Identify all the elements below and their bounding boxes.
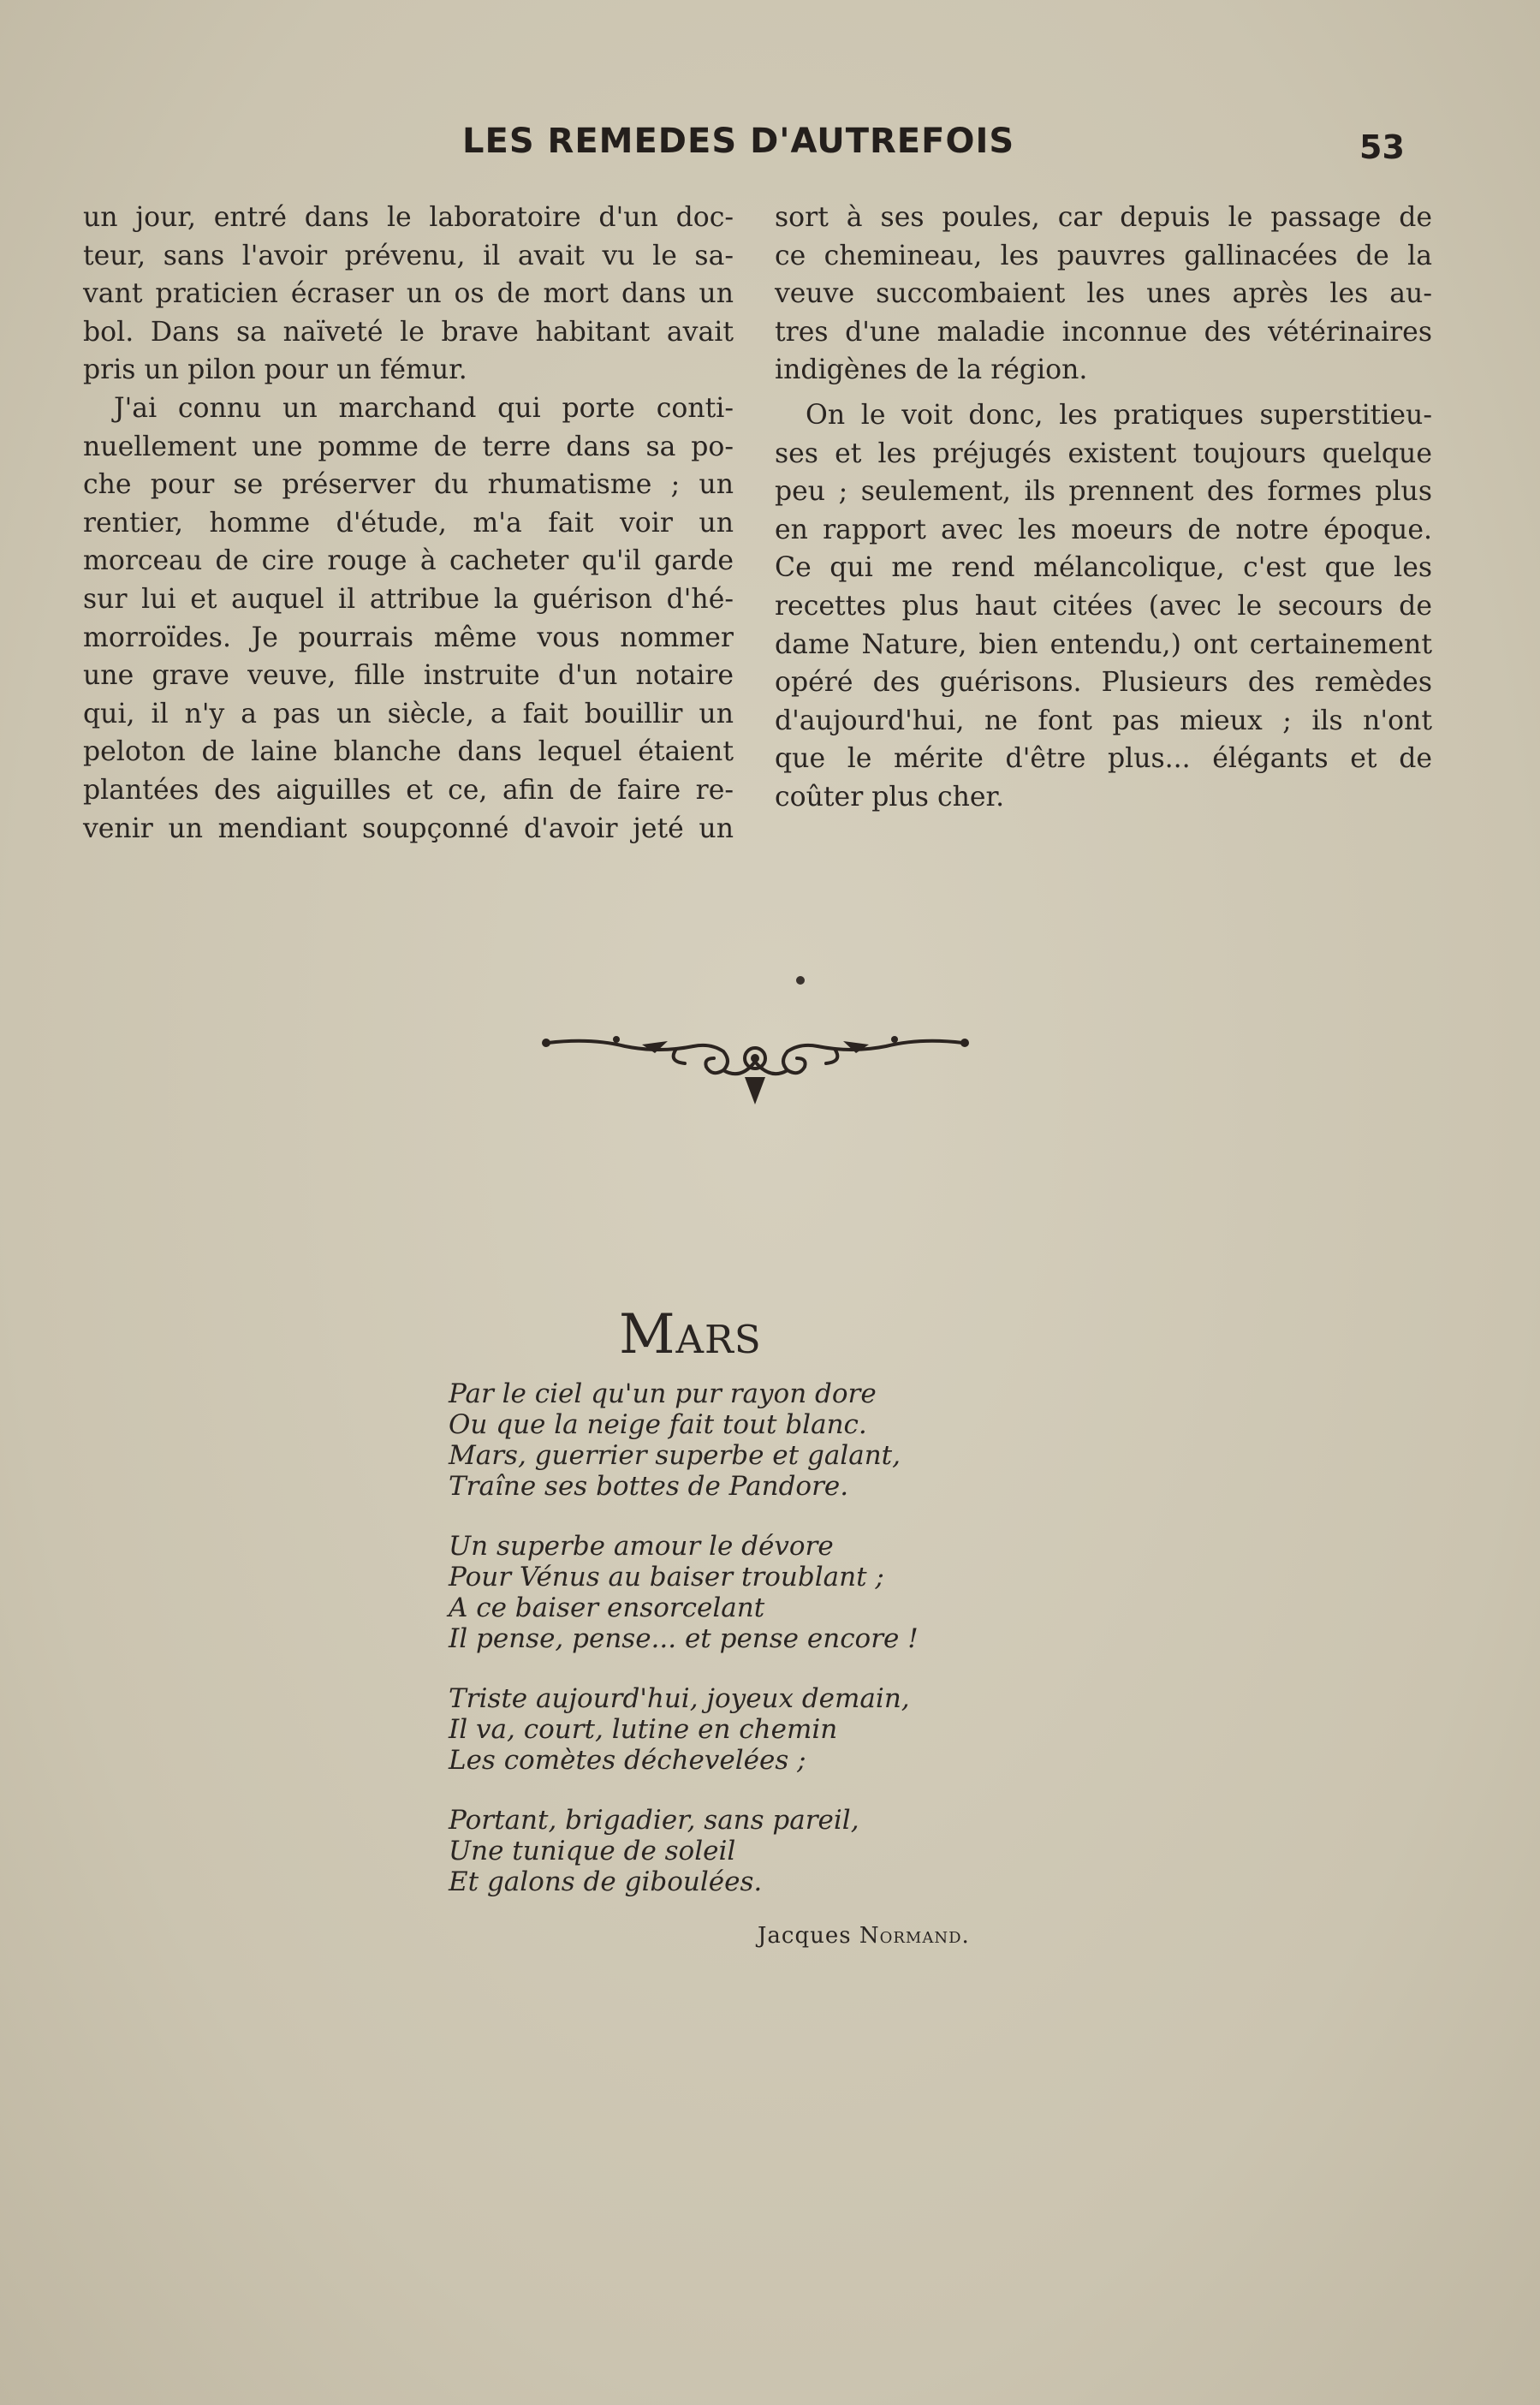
poem-verse: Un superbe amour le dévore xyxy=(449,1531,834,1562)
text-line: dame Nature, bien entendu,) ont certainement xyxy=(775,628,1432,660)
text-line: venir un mendiant soupçonné d'avoir jeté un xyxy=(83,813,734,844)
text-line: veuve succombaient les unes après les au- xyxy=(775,278,1432,310)
flourish-ornament-icon xyxy=(539,1027,972,1109)
poem-verse: Traîne ses bottes de Pandore. xyxy=(449,1471,849,1502)
poem-title: Mars xyxy=(619,1303,762,1366)
poem-verse: Triste aujourd'hui, joyeux demain, xyxy=(449,1683,910,1714)
poem-verse: Une tunique de soleil xyxy=(449,1836,736,1866)
text-line: sur lui et auquel il attribue la guérison d'hé- xyxy=(83,583,734,615)
text-line: qui, il n'y a pas un siècle, a fait bouillir un xyxy=(83,698,734,729)
text-line: teur, sans l'avoir prévenu, il avait vu le sa- xyxy=(83,240,734,271)
poem-stanza xyxy=(449,1683,919,1776)
text-line: plantées des aiguilles et ce, afin de faire re- xyxy=(83,774,734,806)
text-line: un jour, entré dans le laboratoire d'un doc- xyxy=(83,202,734,233)
text-line: morroïdes. Je pourrais même vous nommer xyxy=(83,622,734,653)
poem-stanza xyxy=(449,1378,919,1502)
text-line: Ce qui me rend mélancolique, c'est que les xyxy=(775,552,1432,584)
author-first-name: Jacques xyxy=(758,1923,852,1949)
author-last-name: Normand. xyxy=(859,1923,970,1949)
poem-verse: Et galons de giboulées. xyxy=(449,1866,763,1897)
page-number: 53 xyxy=(1359,128,1405,166)
text-line: nuellement une pomme de terre dans sa po- xyxy=(83,431,734,462)
left-column xyxy=(83,199,734,848)
page-header-title: LES REMEDES D'AUTREFOIS xyxy=(462,122,1015,161)
poem-verse: Ou que la neige fait tout blanc. xyxy=(449,1409,867,1440)
poem-author xyxy=(758,1923,970,1949)
text-line: vant praticien écraser un os de mort dans un xyxy=(83,278,734,310)
poem xyxy=(449,1378,919,1926)
poem-verse: Par le ciel qu'un pur rayon dore xyxy=(449,1378,877,1409)
text-line: ses et les préjugés existent toujours quelque xyxy=(775,438,1432,469)
poem-verse: Il va, court, lutine en chemin xyxy=(449,1714,838,1745)
text-line: che pour se préserver du rhumatisme ; un xyxy=(83,469,734,501)
text-line: une grave veuve, fille instruite d'un notaire xyxy=(83,660,734,692)
text-line: opéré des guérisons. Plusieurs des remèdes xyxy=(775,667,1432,699)
poem-verse: Les comètes déchevelées ; xyxy=(449,1745,806,1776)
poem-stanza xyxy=(449,1805,919,1897)
text-line: en rapport avec les moeurs de notre époque. xyxy=(775,514,1432,545)
text-line: rentier, homme d'étude, m'a fait voir un xyxy=(83,507,734,539)
text-line: On le voit donc, les pratiques superstitieu- xyxy=(806,399,1432,431)
poem-verse: Portant, brigadier, sans pareil, xyxy=(449,1805,859,1836)
text-line: que le mérite d'être plus... élégants et de xyxy=(775,743,1432,775)
text-line: pris un pilon pour un fémur. xyxy=(83,354,467,386)
right-column xyxy=(775,199,1432,817)
poem-verse: A ce baiser ensorcelant xyxy=(449,1592,765,1623)
text-line: peloton de laine blanche dans lequel étaient xyxy=(83,736,734,768)
poem-verse: Mars, guerrier superbe et galant, xyxy=(449,1440,901,1471)
poem-stanza xyxy=(449,1531,919,1654)
text-line: tres d'une maladie inconnue des vétérinaires xyxy=(775,316,1432,348)
text-line: coûter plus cher. xyxy=(775,781,1005,813)
text-line: morceau de cire rouge à cacheter qu'il garde xyxy=(83,545,734,577)
ink-dot xyxy=(796,976,805,985)
text-line: peu ; seulement, ils prennent des formes plus xyxy=(775,476,1432,508)
text-line: recettes plus haut citées (avec le secours de xyxy=(775,590,1432,622)
text-line: bol. Dans sa naïveté le brave habitant avait xyxy=(83,316,734,348)
text-line: d'aujourd'hui, ne font pas mieux ; ils n'ont xyxy=(775,705,1432,736)
poem-verse: Il pense, pense... et pense encore ! xyxy=(449,1623,919,1654)
poem-verse: Pour Vénus au baiser troublant ; xyxy=(449,1562,884,1592)
text-line: sort à ses poules, car depuis le passage de xyxy=(775,202,1432,233)
text-line: J'ai connu un marchand qui porte conti- xyxy=(114,392,734,424)
text-line: ce chemineau, les pauvres gallinacées de la xyxy=(775,240,1432,271)
text-line: indigènes de la région. xyxy=(775,354,1088,386)
